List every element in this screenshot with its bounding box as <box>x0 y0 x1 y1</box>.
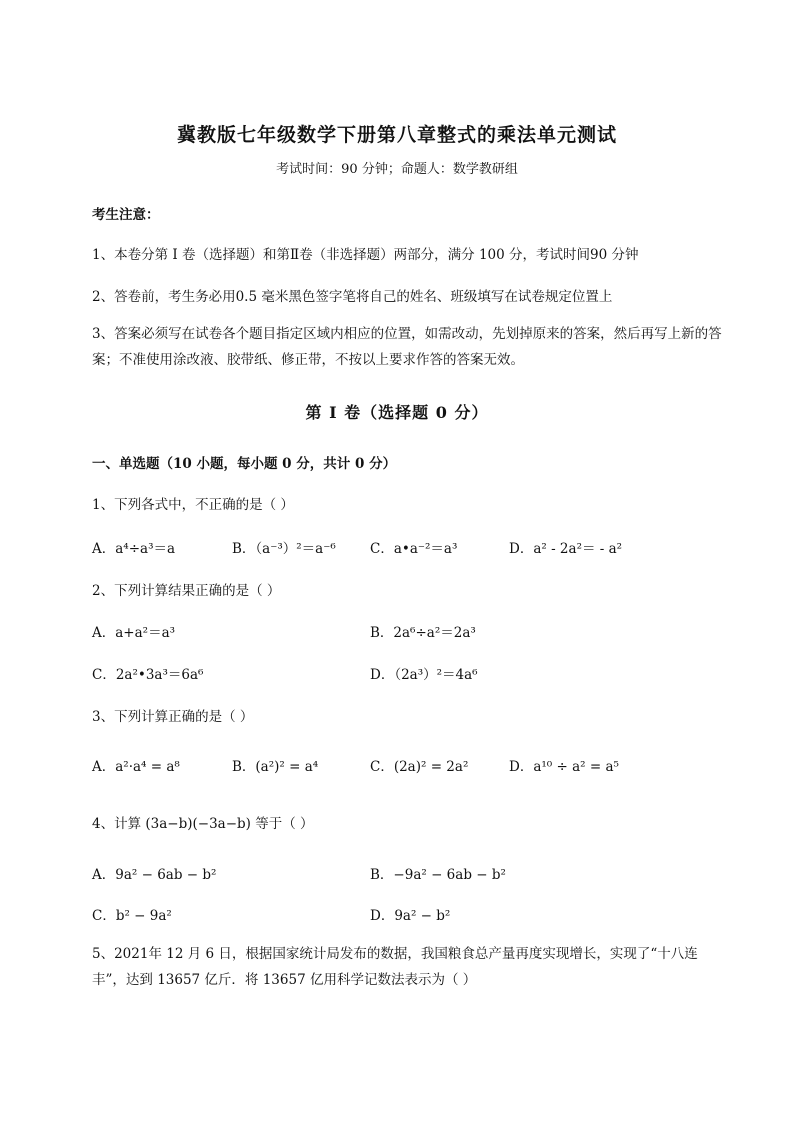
question-1-stem: 1、下列各式中，不正确的是（ ） <box>92 497 294 513</box>
question-4-stem: 4、计算 (3a−b)(−3a−b) 等于（ ） <box>92 816 314 832</box>
question-2-option-a[interactable]: A．a+a²＝a³ <box>92 625 176 641</box>
question-1-option-a[interactable]: A．a⁴÷a³＝a <box>92 541 176 557</box>
question-4-option-a[interactable]: A．9a² − 6ab − b² <box>92 867 217 883</box>
section-title: 第 I 卷（选择题 0 分） <box>305 403 489 422</box>
question-1-option-b[interactable]: B．（a⁻³）²＝a⁻⁶ <box>232 541 336 557</box>
notice-item-3: 3、答案必须写在试卷各个题目指定区域内相应的位置，如需改动，先划掉原来的答案，然后再写上新的答案；不准使用涂改液、胶带纸、修正带，不按以上要求作答的答案无效。 <box>92 326 722 368</box>
part-heading: 一、单选题（10 小题，每小题 0 分，共计 0 分） <box>92 456 397 472</box>
question-4-option-c[interactable]: C．b² − 9a² <box>92 908 172 924</box>
question-2-option-c[interactable]: C．2a²•3a³＝6a⁶ <box>92 667 204 683</box>
notice-item-2: 2、答卷前，考生务必用0.5 毫米黑色签字笔将自己的姓名、班级填写在试卷规定位置上 <box>92 289 613 305</box>
notice-heading: 考生注意： <box>92 207 160 223</box>
exam-info: 考试时间：90 分钟；命题人：数学教研组 <box>276 162 518 177</box>
question-3-stem: 3、下列计算正确的是（ ） <box>92 709 254 725</box>
question-3-option-c[interactable]: C．(2a)² = 2a² <box>370 759 469 775</box>
question-3-option-a[interactable]: A．a²·a⁴ = a⁸ <box>92 759 180 775</box>
question-2-stem: 2、下列计算结果正确的是（ ） <box>92 583 281 599</box>
question-1-option-d[interactable]: D．a² - 2a²＝ - a² <box>509 541 623 557</box>
question-2-option-d[interactable]: D．（2a³）²＝4a⁶ <box>370 667 478 683</box>
page-title: 冀教版七年级数学下册第八章整式的乘法单元测试 <box>176 124 617 146</box>
question-4-option-b[interactable]: B．−9a² − 6ab − b² <box>370 867 506 883</box>
notice-item-1: 1、本卷分第 I 卷（选择题）和第Ⅱ卷（非选择题）两部分，满分 100 分，考试时间90 分钟 <box>92 247 639 263</box>
question-4-option-d[interactable]: D．9a² − b² <box>370 908 451 924</box>
question-2-option-b[interactable]: B．2a⁶÷a²＝2a³ <box>370 625 476 641</box>
question-1-option-c[interactable]: C．a•a⁻²＝a³ <box>370 541 458 557</box>
question-3-option-b[interactable]: B．(a²)² = a⁴ <box>232 759 319 775</box>
question-3-option-d[interactable]: D．a¹⁰ ÷ a² = a⁵ <box>509 759 619 775</box>
question-5-stem: 5、2021年 12 月 6 日，根据国家统计局发布的数据，我国粮食总产量再度实现增长，实现了“十八连丰”，达到 13657 亿斤．将 13657 亿用科学记数法表示为（ ） <box>92 946 698 988</box>
